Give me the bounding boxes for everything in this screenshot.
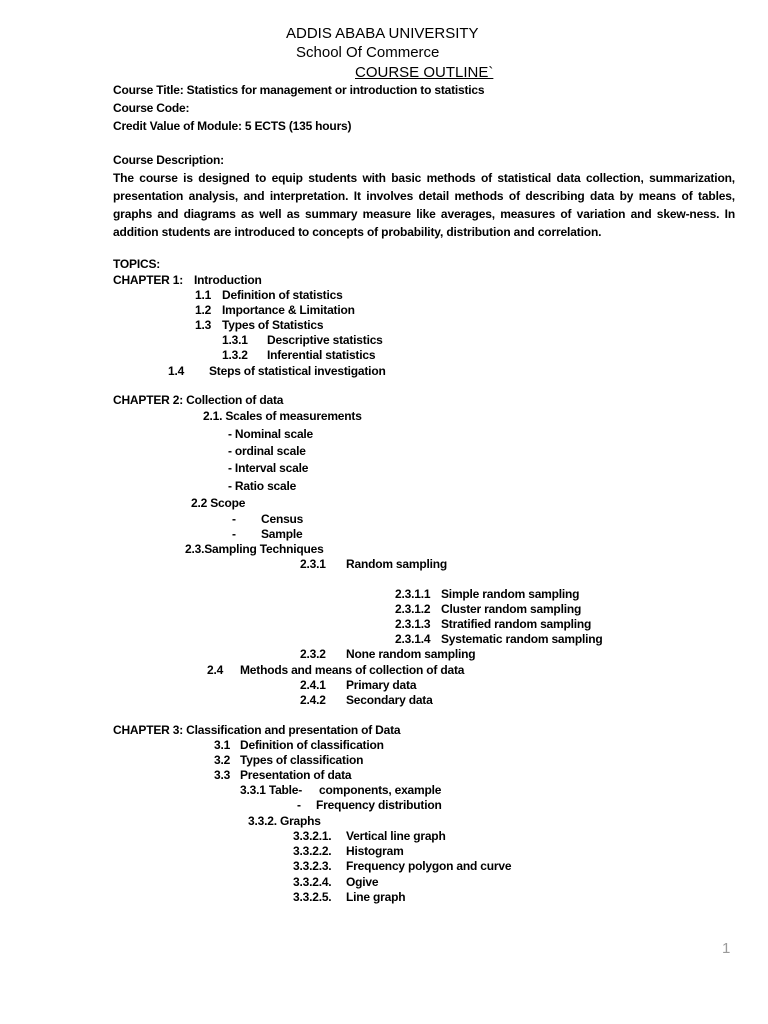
topic-item: Primary data — [346, 678, 417, 692]
school-name: School Of Commerce — [296, 44, 440, 61]
credit-value: Credit Value of Module: 5 ECTS (135 hours) — [113, 119, 352, 133]
topic-num: 2.3.1.3 — [395, 617, 431, 631]
topic-num: 3.3.1 Table- — [240, 783, 303, 797]
page-number: 1 — [722, 940, 731, 957]
scale-item: - Interval scale — [228, 461, 309, 475]
chapter3-title: CHAPTER 3: Classification and presentation of Data — [113, 723, 401, 737]
topic-item: Frequency distribution — [316, 798, 442, 812]
topic-num: 2.4 — [207, 663, 224, 677]
topic-num: 1.4 — [168, 364, 185, 378]
topic-num: 1.2 — [195, 303, 212, 317]
topic-item: Types of Statistics — [222, 318, 324, 332]
topic-num: 1.3.1 — [222, 333, 248, 347]
scope-dash: - — [232, 527, 236, 541]
topic-dash: - — [297, 798, 301, 812]
topic-num: 3.3.2.2. — [293, 844, 332, 858]
topic-num: 2.3.1.4 — [395, 632, 431, 646]
topic-num: 3.3.2.1. — [293, 829, 332, 843]
university-name: ADDIS ABABA UNIVERSITY — [286, 25, 479, 42]
topic-item: Presentation of data — [240, 768, 352, 782]
scope-item: Census — [261, 512, 304, 526]
topic-item: Vertical line graph — [346, 829, 446, 843]
chapter1-title: Introduction — [194, 273, 262, 287]
scales-heading: 2.1. Scales of measurements — [203, 409, 362, 423]
topic-num: 2.4.2 — [300, 693, 326, 707]
topic-item: Cluster random sampling — [441, 602, 582, 616]
topic-item: Stratified random sampling — [441, 617, 592, 631]
topic-num: 3.2 — [214, 753, 231, 767]
sampling-heading: 2.3.Sampling Techniques — [185, 542, 324, 556]
topic-item: Descriptive statistics — [267, 333, 383, 347]
topics-heading: TOPICS: — [113, 257, 161, 271]
topic-item: Ogive — [346, 875, 379, 889]
scope-heading: 2.2 Scope — [191, 496, 246, 510]
course-title: Course Title: Statistics for management or introduction to statistics — [113, 83, 485, 97]
topic-item: Inferential statistics — [267, 348, 376, 362]
course-code: Course Code: — [113, 101, 190, 115]
scope-dash: - — [232, 512, 236, 526]
topic-item: Systematic random sampling — [441, 632, 603, 646]
scale-item: - Nominal scale — [228, 427, 314, 441]
outline-title: COURSE OUTLINE` — [355, 64, 494, 81]
topic-num: 3.3.2.3. — [293, 859, 332, 873]
topic-item: Histogram — [346, 844, 404, 858]
topic-num: 2.3.1.1 — [395, 587, 431, 601]
topic-num: 3.1 — [214, 738, 231, 752]
topic-item: Steps of statistical investigation — [209, 364, 386, 378]
topic-num: 2.4.1 — [300, 678, 326, 692]
topic-num: 2.3.2 — [300, 647, 326, 661]
description-text: The course is designed to equip students with basic methods of statistical data collection, summarization, presentation analysis, and interpretation. It involves detail methods of describing data by means of tables, graphs and diagrams as well as summary measure like averages, measures of variation and skew-ness. In addition students are introduced to concepts of probability, distribution and correlation. — [113, 171, 735, 239]
topic-num: 2.3.1 — [300, 557, 326, 571]
scale-item: - Ratio scale — [228, 479, 297, 493]
topic-item: components, example — [319, 783, 442, 797]
topic-item: Random sampling — [346, 557, 448, 571]
topic-item: Definition of classification — [240, 738, 384, 752]
topic-num: 3.3.2.4. — [293, 875, 332, 889]
description-heading: Course Description: — [113, 153, 224, 167]
topic-item: Definition of statistics — [222, 288, 343, 302]
topic-num: 2.3.1.2 — [395, 602, 431, 616]
topic-num: 1.1 — [195, 288, 212, 302]
topic-item: Importance & Limitation — [222, 303, 355, 317]
topic-num: 3.3.2.5. — [293, 890, 332, 904]
topic-item: Frequency polygon and curve — [346, 859, 512, 873]
scale-item: - ordinal scale — [228, 444, 306, 458]
graphs-heading: 3.3.2. Graphs — [248, 814, 321, 828]
topic-item: Secondary data — [346, 693, 433, 707]
topic-item: None random sampling — [346, 647, 476, 661]
topic-item: Simple random sampling — [441, 587, 580, 601]
topic-num: 3.3 — [214, 768, 231, 782]
topic-item: Line graph — [346, 890, 406, 904]
scope-item: Sample — [261, 527, 303, 541]
topic-item: Methods and means of collection of data — [240, 663, 465, 677]
chapter1-title-num: CHAPTER 1: — [113, 273, 184, 287]
topic-num: 1.3 — [195, 318, 212, 332]
chapter2-title: CHAPTER 2: Collection of data — [113, 393, 284, 407]
topic-num: 1.3.2 — [222, 348, 248, 362]
topic-item: Types of classification — [240, 753, 364, 767]
